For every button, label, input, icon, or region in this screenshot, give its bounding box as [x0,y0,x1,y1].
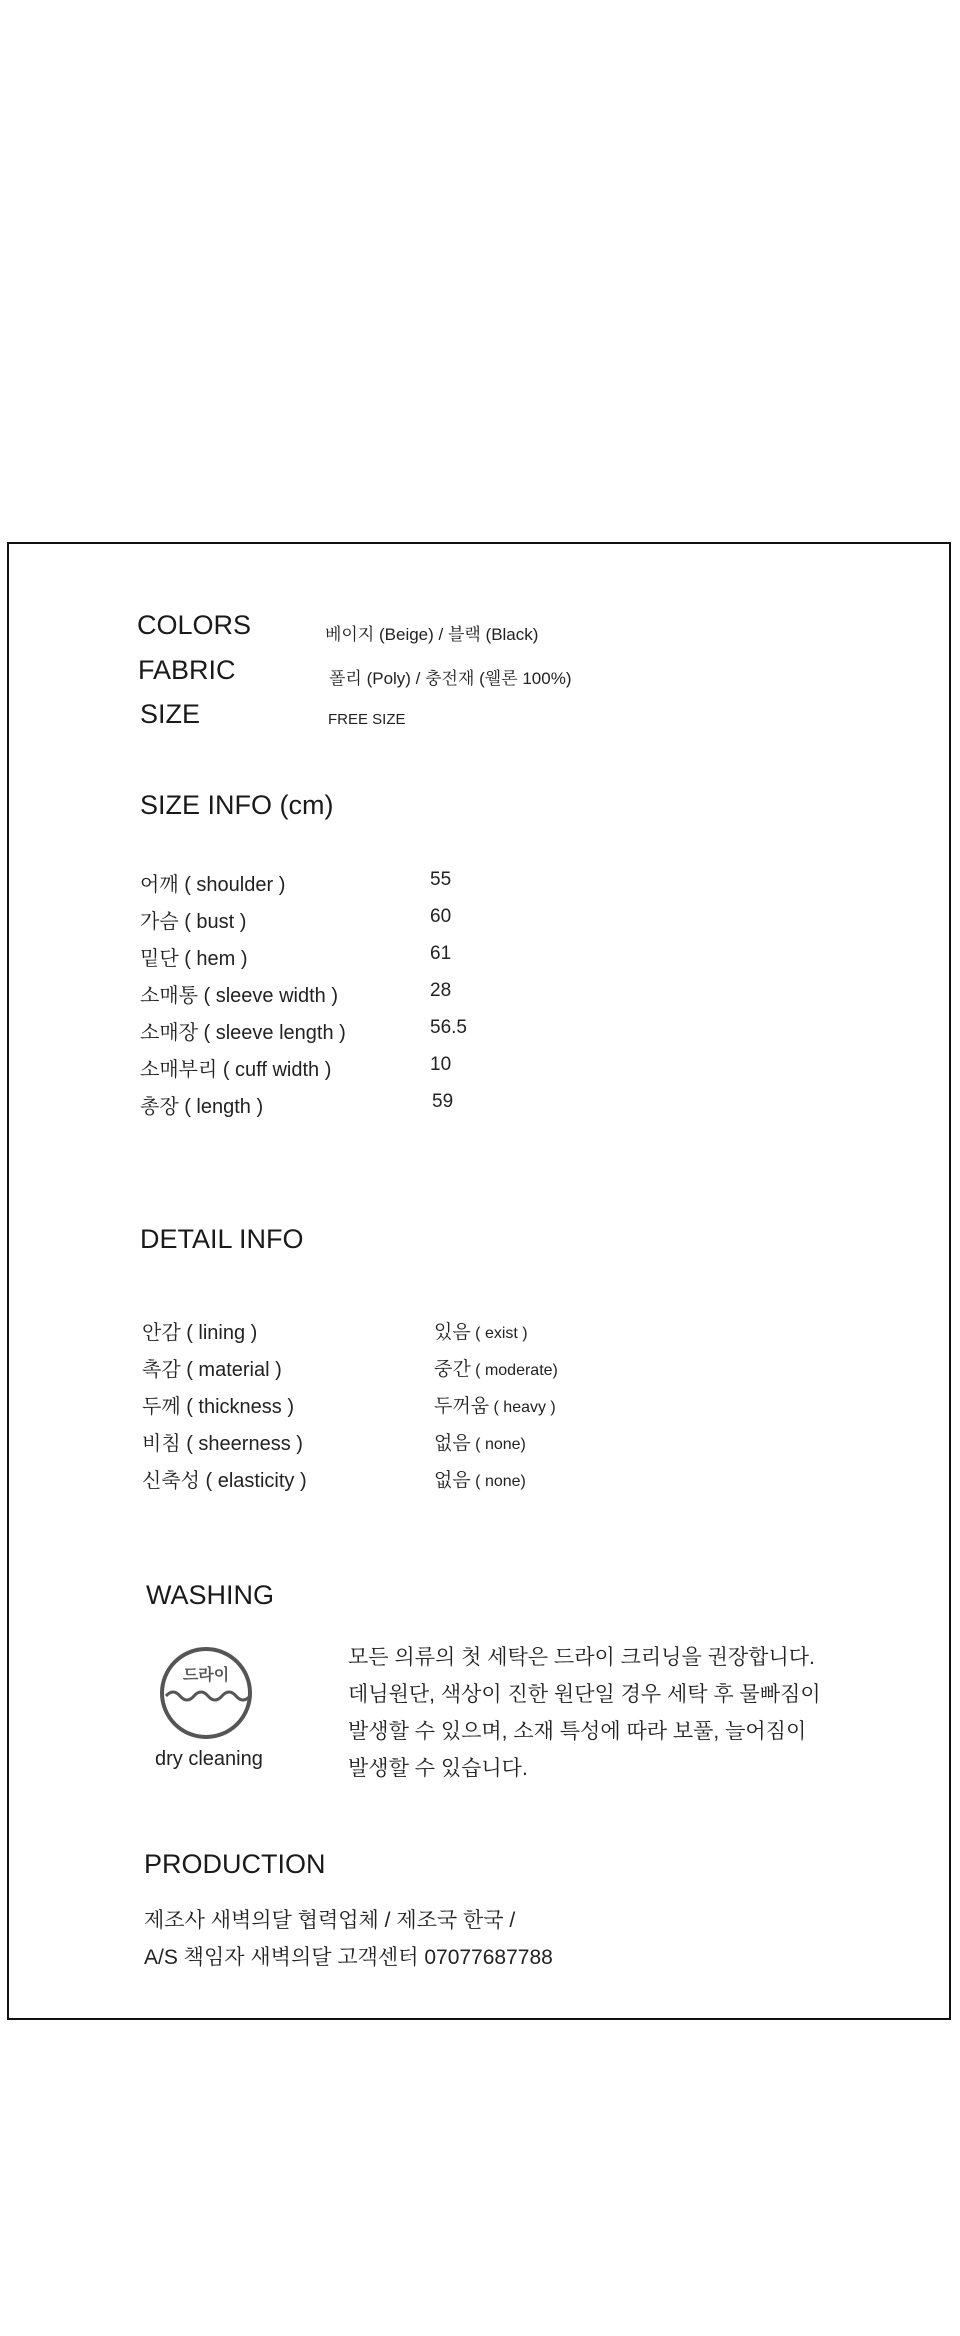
colors-label: COLORS [137,610,252,640]
detail-info-title: DETAIL INFO [140,1224,304,1254]
production-line: A/S 책임자 새벽의달 고객센터 07077687788 [144,1946,553,1969]
size-row-label: 가슴 ( bust ) [140,911,247,933]
size-row-label: 소매통 ( sleeve width ) [140,985,339,1007]
detail-value-en: ( none) [475,1436,526,1453]
size-row-value: 59 [432,1091,454,1112]
detail-row-label: 두께 ( thickness ) [142,1396,294,1418]
size-row-label: 어깨 ( shoulder ) [140,874,286,896]
size-row-value: 55 [430,869,452,890]
detail-row-label: 신축성 ( elasticity ) [142,1470,307,1492]
detail-row-value [434,1391,556,1418]
detail-value-ko: 없음 [434,1470,471,1491]
production-line: 제조사 새벽의달 협력업체 / 제조국 한국 / [144,1909,516,1932]
fabric-label: FABRIC [138,655,236,685]
detail-row-value [434,1317,528,1344]
detail-value-en: ( exist ) [475,1325,528,1342]
size-row-value: 61 [430,943,452,964]
colors-value: 베이지 (Beige) / 블랙 (Black) [325,625,539,644]
washing-line: 발생할 수 있습니다. [348,1757,528,1780]
detail-value-ko: 있음 [434,1322,471,1343]
production-title: PRODUCTION [144,1849,326,1879]
detail-row-value [434,1465,526,1492]
production-description [144,1902,553,1976]
detail-row-value [434,1428,526,1455]
detail-value-en: ( heavy ) [493,1399,556,1416]
product-info-card [7,542,951,2020]
detail-value-en: ( moderate) [475,1362,558,1379]
dry-cleaning-icon-label: 드라이 [182,1667,230,1684]
detail-value-ko: 두꺼움 [434,1396,490,1417]
detail-row-label: 비침 ( sheerness ) [142,1433,303,1455]
washing-line: 데님원단, 색상이 진한 원단일 경우 세탁 후 물빠짐이 [348,1683,821,1706]
dry-cleaning-caption: dry cleaning [155,1748,263,1770]
detail-value-en: ( none) [475,1473,526,1490]
size-row-value: 56.5 [430,1017,467,1038]
size-value: FREE SIZE [328,711,406,728]
dry-cleaning-icon [157,1644,255,1742]
washing-title: WASHING [146,1580,274,1610]
detail-row-label: 촉감 ( material ) [142,1359,282,1381]
size-row-value: 10 [430,1054,452,1075]
detail-row-value [434,1354,558,1381]
washing-line: 발생할 수 있으며, 소재 특성에 따라 보풀, 늘어짐이 [348,1720,807,1743]
fabric-value: 폴리 (Poly) / 충전재 (웰론 100%) [329,669,572,688]
detail-value-ko: 중간 [434,1359,471,1380]
washing-description [348,1639,908,1787]
detail-row-label: 안감 ( lining ) [142,1322,258,1344]
size-row-value: 60 [430,906,452,927]
size-row-label: 밑단 ( hem ) [140,948,248,970]
size-info-title: SIZE INFO (cm) [140,790,334,820]
size-row-label: 총장 ( length ) [140,1096,264,1118]
size-row-label: 소매장 ( sleeve length ) [140,1022,346,1044]
size-row-value: 28 [430,980,452,1001]
size-row-label: 소매부리 ( cuff width ) [140,1059,332,1081]
washing-line: 모든 의류의 첫 세탁은 드라이 크리닝을 권장합니다. [348,1646,815,1669]
detail-value-ko: 없음 [434,1433,471,1454]
size-label: SIZE [140,699,201,729]
